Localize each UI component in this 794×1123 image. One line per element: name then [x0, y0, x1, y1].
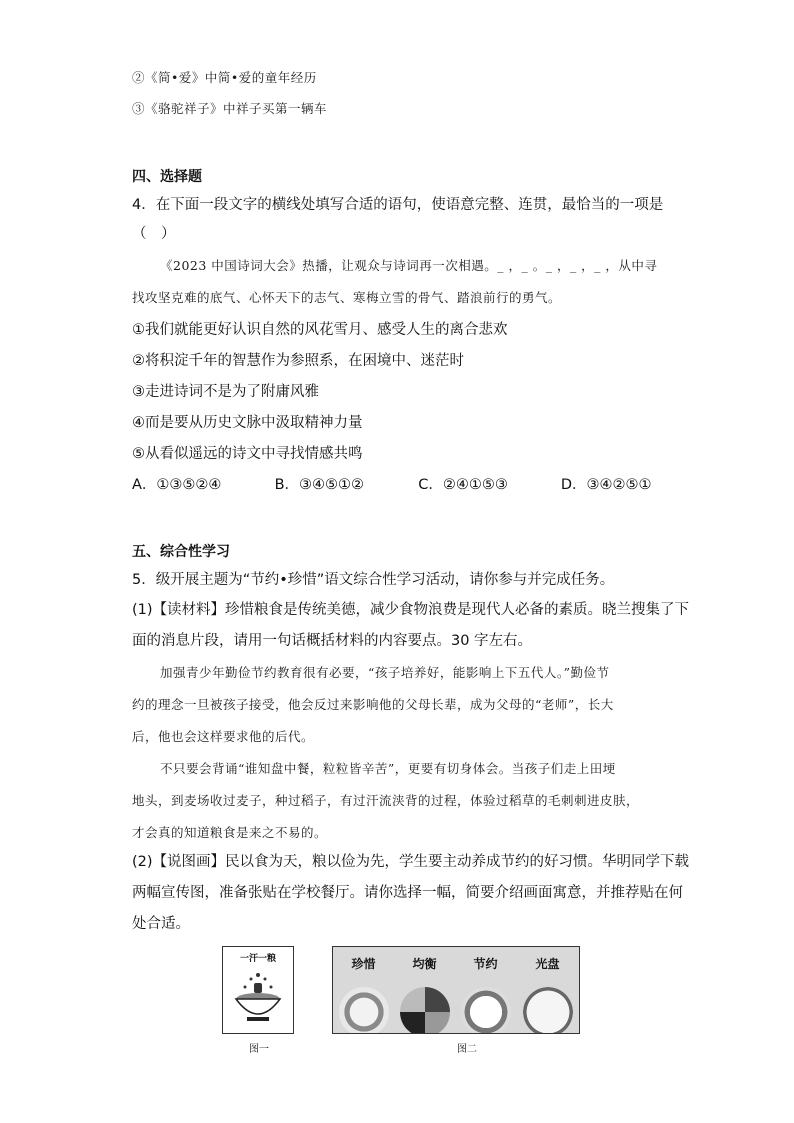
option-b[interactable]: B．③④⑤①② — [274, 477, 365, 493]
panel-label-cherish: 珍惜 — [351, 957, 376, 971]
task1-line1: (1)【读材料】珍惜粮食是传统美德，减少食物浪费是现代人必备的素质。晓兰搜集了下 — [132, 602, 690, 618]
answer-options — [132, 473, 652, 494]
plate-icon — [400, 987, 450, 1034]
sentence-item-4: ④而是要从历史文脉中汲取精神力量 — [132, 415, 363, 431]
panel-label-clean-plate: 光盘 — [535, 957, 560, 971]
figure-2-panel-2 — [394, 947, 456, 1033]
figure-2-panel-3 — [455, 947, 517, 1033]
question5-intro: 5．级开展主题为“节约•珍惜”语文综合性学习活动，请你参与并完成任务。 — [132, 572, 615, 588]
task2-line2: 两幅宣传图，准备张贴在学校餐厅。请你选择一幅，简要介绍画面寓意，并推荐贴在何 — [132, 885, 683, 901]
passage-line1: 《2023 中国诗词大会》热播，让观众与诗词再一次相遇。_ ，_ 。_ ，_ ，_ ，从中寻 — [160, 258, 658, 273]
material-line3: 后，他也会这样要求他的后代。 — [132, 729, 315, 744]
figure-2-poster — [332, 946, 580, 1034]
option-d[interactable]: D．③④②⑤① — [560, 477, 652, 493]
section4-heading: 四、选择题 — [132, 169, 202, 185]
material-line2: 约的理念一旦被孩子接受，他会反过来影响他的父母长辈，成为父母的“老师”，长大 — [132, 697, 614, 712]
top-item-3: ③《骆驼祥子》中祥子买第一辆车 — [132, 101, 328, 116]
material-line1: 加强青少年勤俭节约教育很有必要，“孩子培养好，能影响上下五代人。”勤俭节 — [160, 665, 610, 680]
figure-1-caption: 图一 — [249, 1044, 269, 1055]
task1-line2: 面的消息片段，请用一句话概括材料的内容要点。30 字左右。 — [132, 633, 533, 649]
panel-label-save: 节约 — [473, 957, 498, 971]
sentence-item-2: ②将积淀千年的智慧作为参照系，在困境中、迷茫时 — [132, 353, 464, 369]
figure-2-caption: 图二 — [457, 1044, 477, 1055]
figure-1-title: 一汗一粮 — [239, 954, 276, 964]
plate-icon — [523, 987, 573, 1034]
plate-icon — [339, 987, 389, 1034]
material-line6: 才会真的知道粮食是来之不易的。 — [132, 825, 328, 840]
figure-2-panel-4 — [516, 947, 579, 1033]
material-line5: 地头，到麦场收过麦子，种过稻子，有过汗流浃背的过程，体验过稻草的毛刺刺进皮肤， — [132, 793, 640, 808]
material-line4: 不只要会背诵“谁知盘中餐，粒粒皆辛苦”，更要有切身体会。当孩子们走上田埂 — [160, 761, 616, 776]
task2-line3: 处合适。 — [132, 916, 190, 932]
question4-line1: 4．在下面一段文字的横线处填写合适的语句，使语意完整、连贯，最恰当的一项是 — [132, 197, 664, 213]
option-c[interactable]: C．②④①⑤③ — [418, 477, 508, 493]
panel-label-balanced: 均衡 — [412, 957, 437, 971]
sentence-item-5: ⑤从看似遥远的诗文中寻找情感共鸣 — [132, 446, 363, 462]
figure-1-poster — [222, 946, 294, 1034]
section5-heading: 五、综合性学习 — [132, 544, 230, 560]
top-item-2: ②《简•爱》中简•爱的童年经历 — [132, 70, 317, 85]
option-a[interactable]: A．①③⑤②④ — [132, 477, 222, 493]
sentence-item-3: ③走进诗词不是为了附庸风雅 — [132, 384, 319, 400]
figure-2-panel-1 — [333, 947, 395, 1033]
sentence-item-1: ①我们就能更好认识自然的风花雪月、感受人生的离合悲欢 — [132, 322, 508, 338]
passage-line2: 找攻坚克难的底气、心怀天下的志气、寒梅立雪的骨气、踏浪前行的勇气。 — [132, 290, 562, 305]
question4-line2: （ ） — [132, 226, 176, 242]
rice-bowl-icon — [223, 963, 293, 1033]
plate-icon — [461, 987, 511, 1034]
task2-line1: (2)【说图画】民以食为天，粮以俭为先，学生要主动养成节约的好习惯。华明同学下载 — [132, 854, 690, 870]
